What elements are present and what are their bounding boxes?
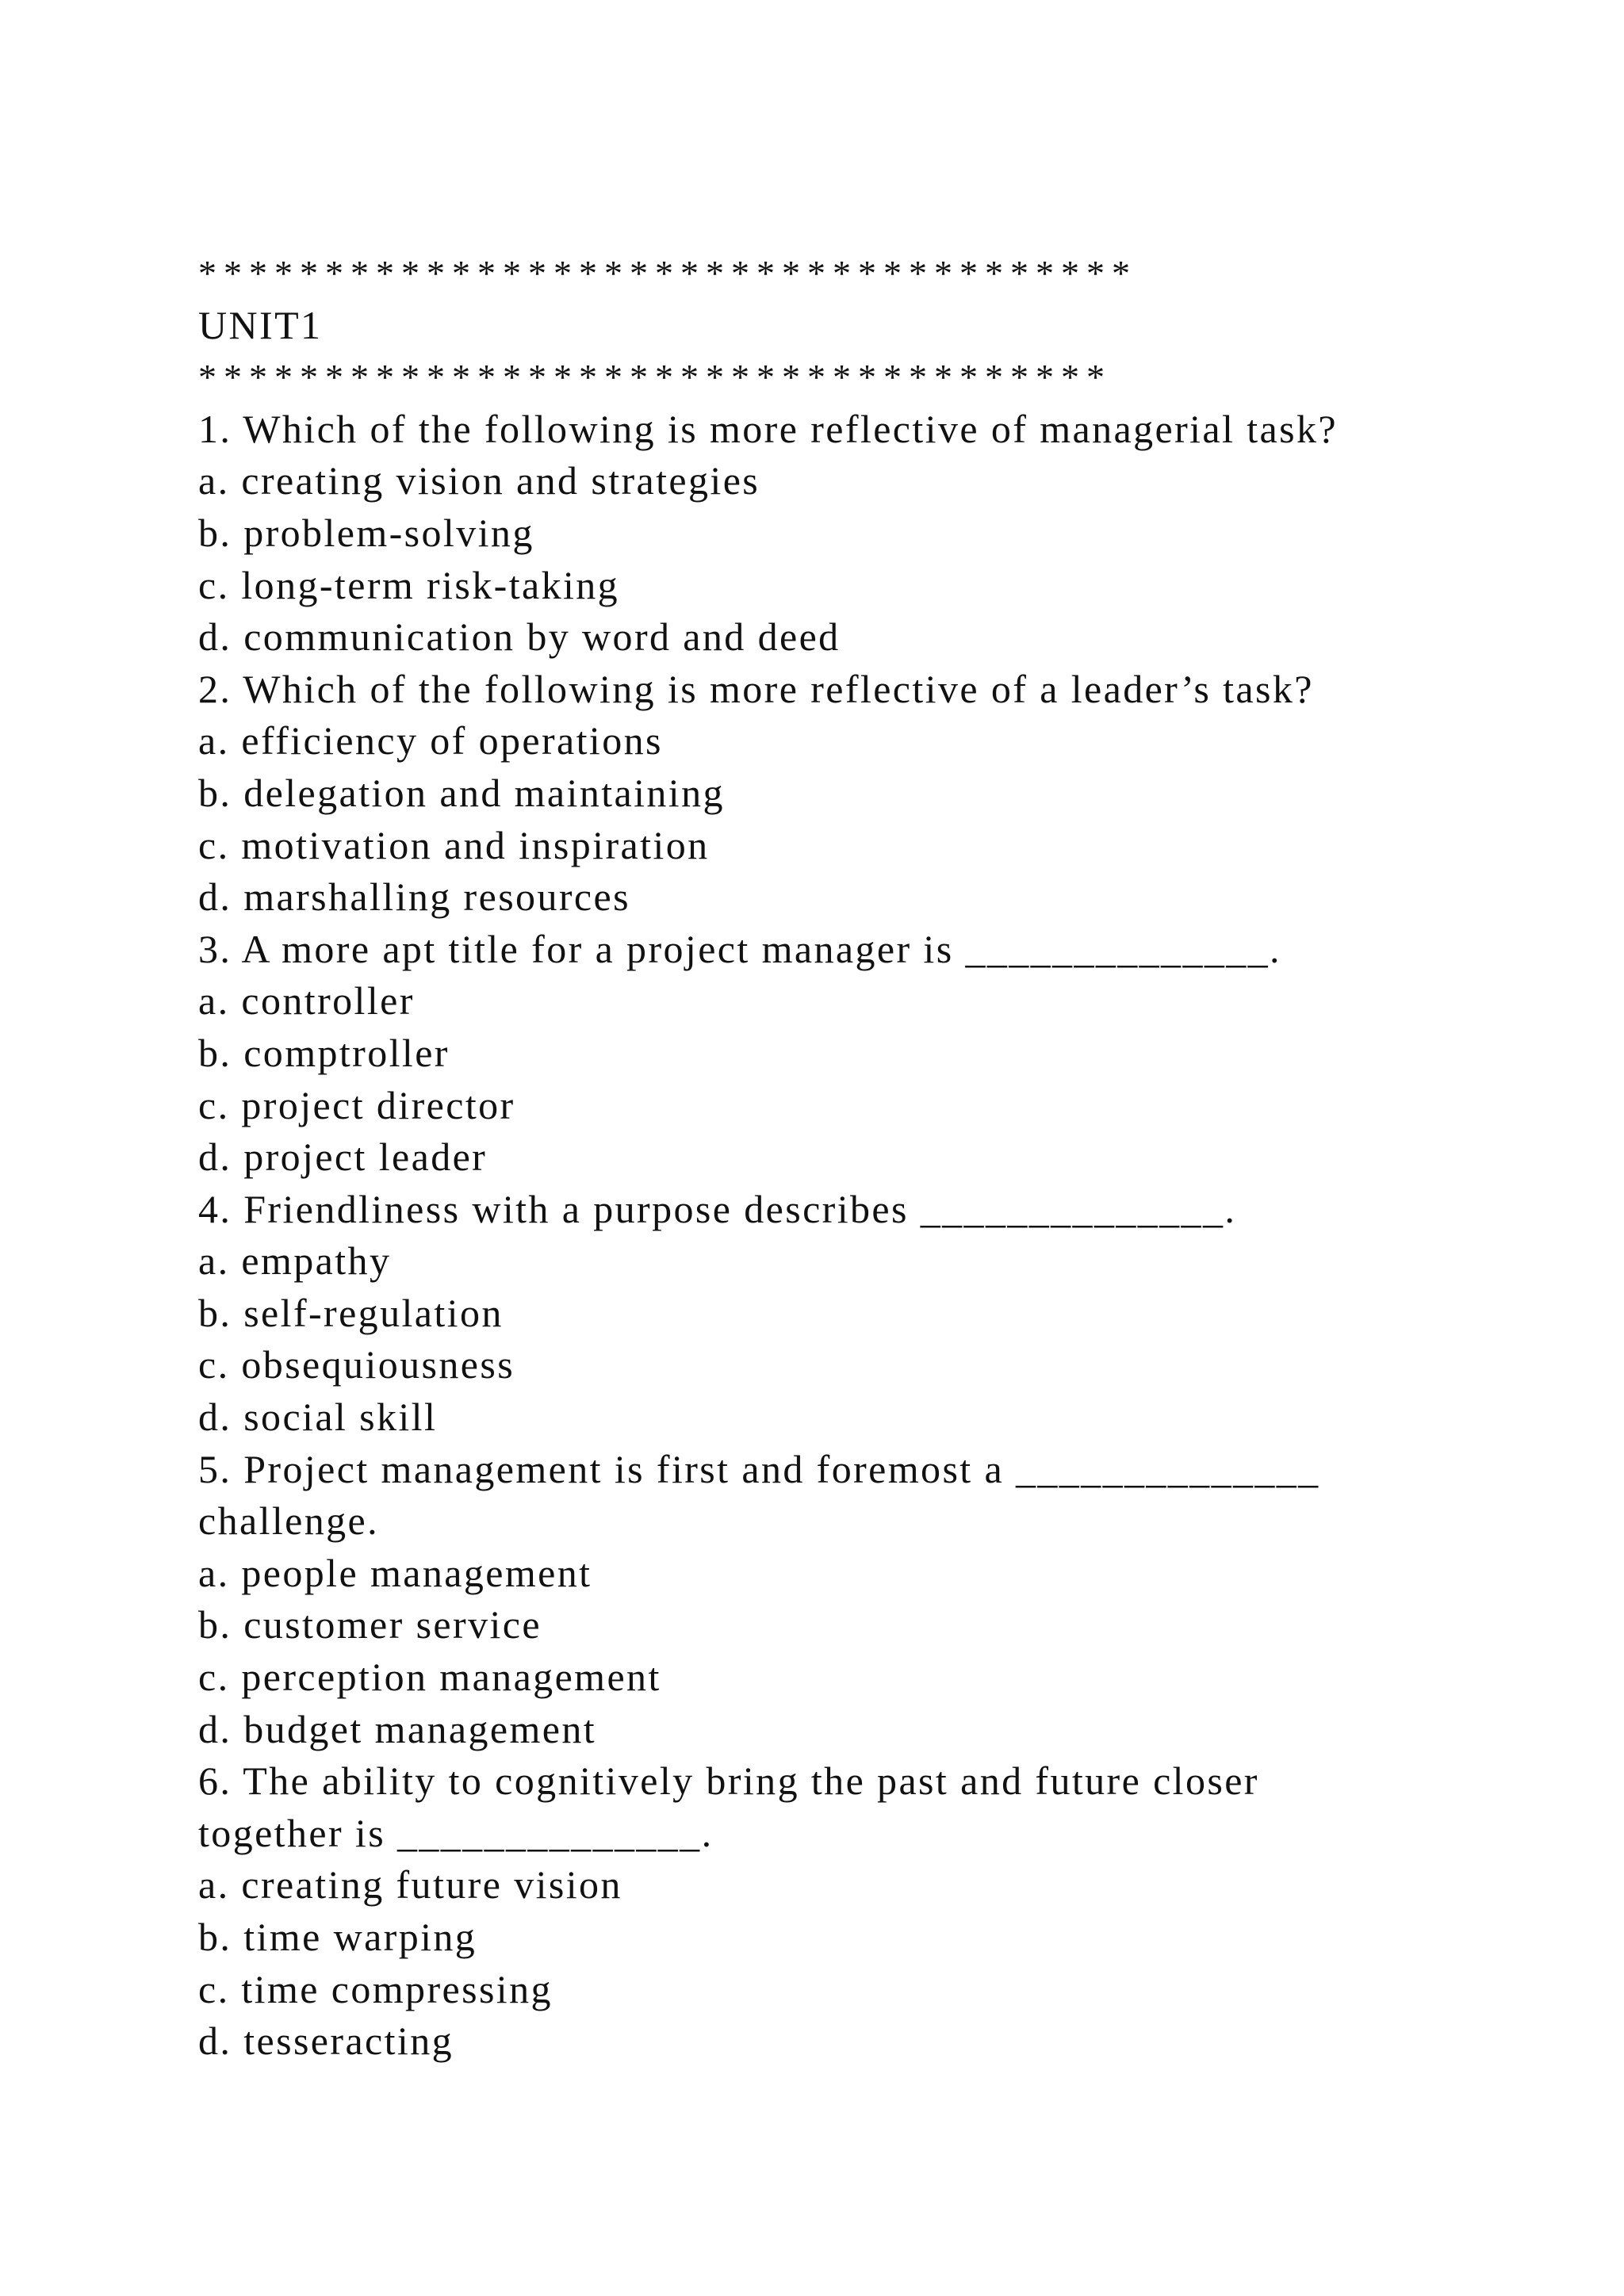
question-2-option-b: b. delegation and maintaining <box>198 770 725 815</box>
question-6-option-c: c. time compressing <box>198 1966 553 2011</box>
question-2-option-d: d. marshalling resources <box>198 874 630 920</box>
question-1-option-a: a. creating vision and strategies <box>198 458 760 503</box>
question-6-option-d: d. tesseracting <box>198 2019 454 2064</box>
question-1-text: 1. Which of the following is more reflective of managerial task? <box>198 406 1338 451</box>
question-6-text: 6. The ability to cognitively bring the past and future closer <box>198 1758 1259 1804</box>
question-6-text-continued: together is ______________. <box>198 1810 714 1855</box>
question-2-option-a: a. efficiency of operations <box>198 718 663 763</box>
question-5-option-d: d. budget management <box>198 1706 597 1751</box>
question-5-text: 5. Project management is first and foremost a ______________ <box>198 1446 1320 1491</box>
question-4-option-d: d. social skill <box>198 1395 438 1440</box>
question-2-option-c: c. motivation and inspiration <box>198 822 710 867</box>
header-stars-top: ************************************* <box>198 253 1137 293</box>
question-4-option-b: b. self-regulation <box>198 1290 504 1335</box>
question-5-text-continued: challenge. <box>198 1498 380 1544</box>
question-6-option-b: b. time warping <box>198 1915 477 1959</box>
question-3-text: 3. A more apt title for a project manager is ______________. <box>198 926 1281 971</box>
question-1-option-c: c. long-term risk-taking <box>198 562 620 607</box>
question-1-option-d: d. communication by word and deed <box>198 614 841 660</box>
header-stars-bottom: ************************************ <box>198 357 1112 398</box>
question-4-option-a: a. empathy <box>198 1238 392 1284</box>
question-3-option-a: a. controller <box>198 978 415 1024</box>
question-5-option-b: b. customer service <box>198 1602 542 1647</box>
question-3-option-c: c. project director <box>198 1082 515 1127</box>
question-5-option-c: c. perception management <box>198 1655 661 1700</box>
question-1-option-b: b. problem-solving <box>198 510 534 555</box>
question-3-option-b: b. comptroller <box>198 1030 450 1075</box>
question-3-option-d: d. project leader <box>198 1135 488 1180</box>
question-5-option-a: a. people management <box>198 1550 592 1595</box>
unit-title: UNIT1 <box>198 302 323 347</box>
question-6-option-a: a. creating future vision <box>198 1862 622 1908</box>
document-body <box>198 247 1546 2068</box>
question-4-text: 4. Friendliness with a purpose describes ______________. <box>198 1186 1237 1231</box>
question-2-text: 2. Which of the following is more reflective of a leader’s task? <box>198 666 1314 711</box>
question-4-option-c: c. obsequiousness <box>198 1342 515 1387</box>
